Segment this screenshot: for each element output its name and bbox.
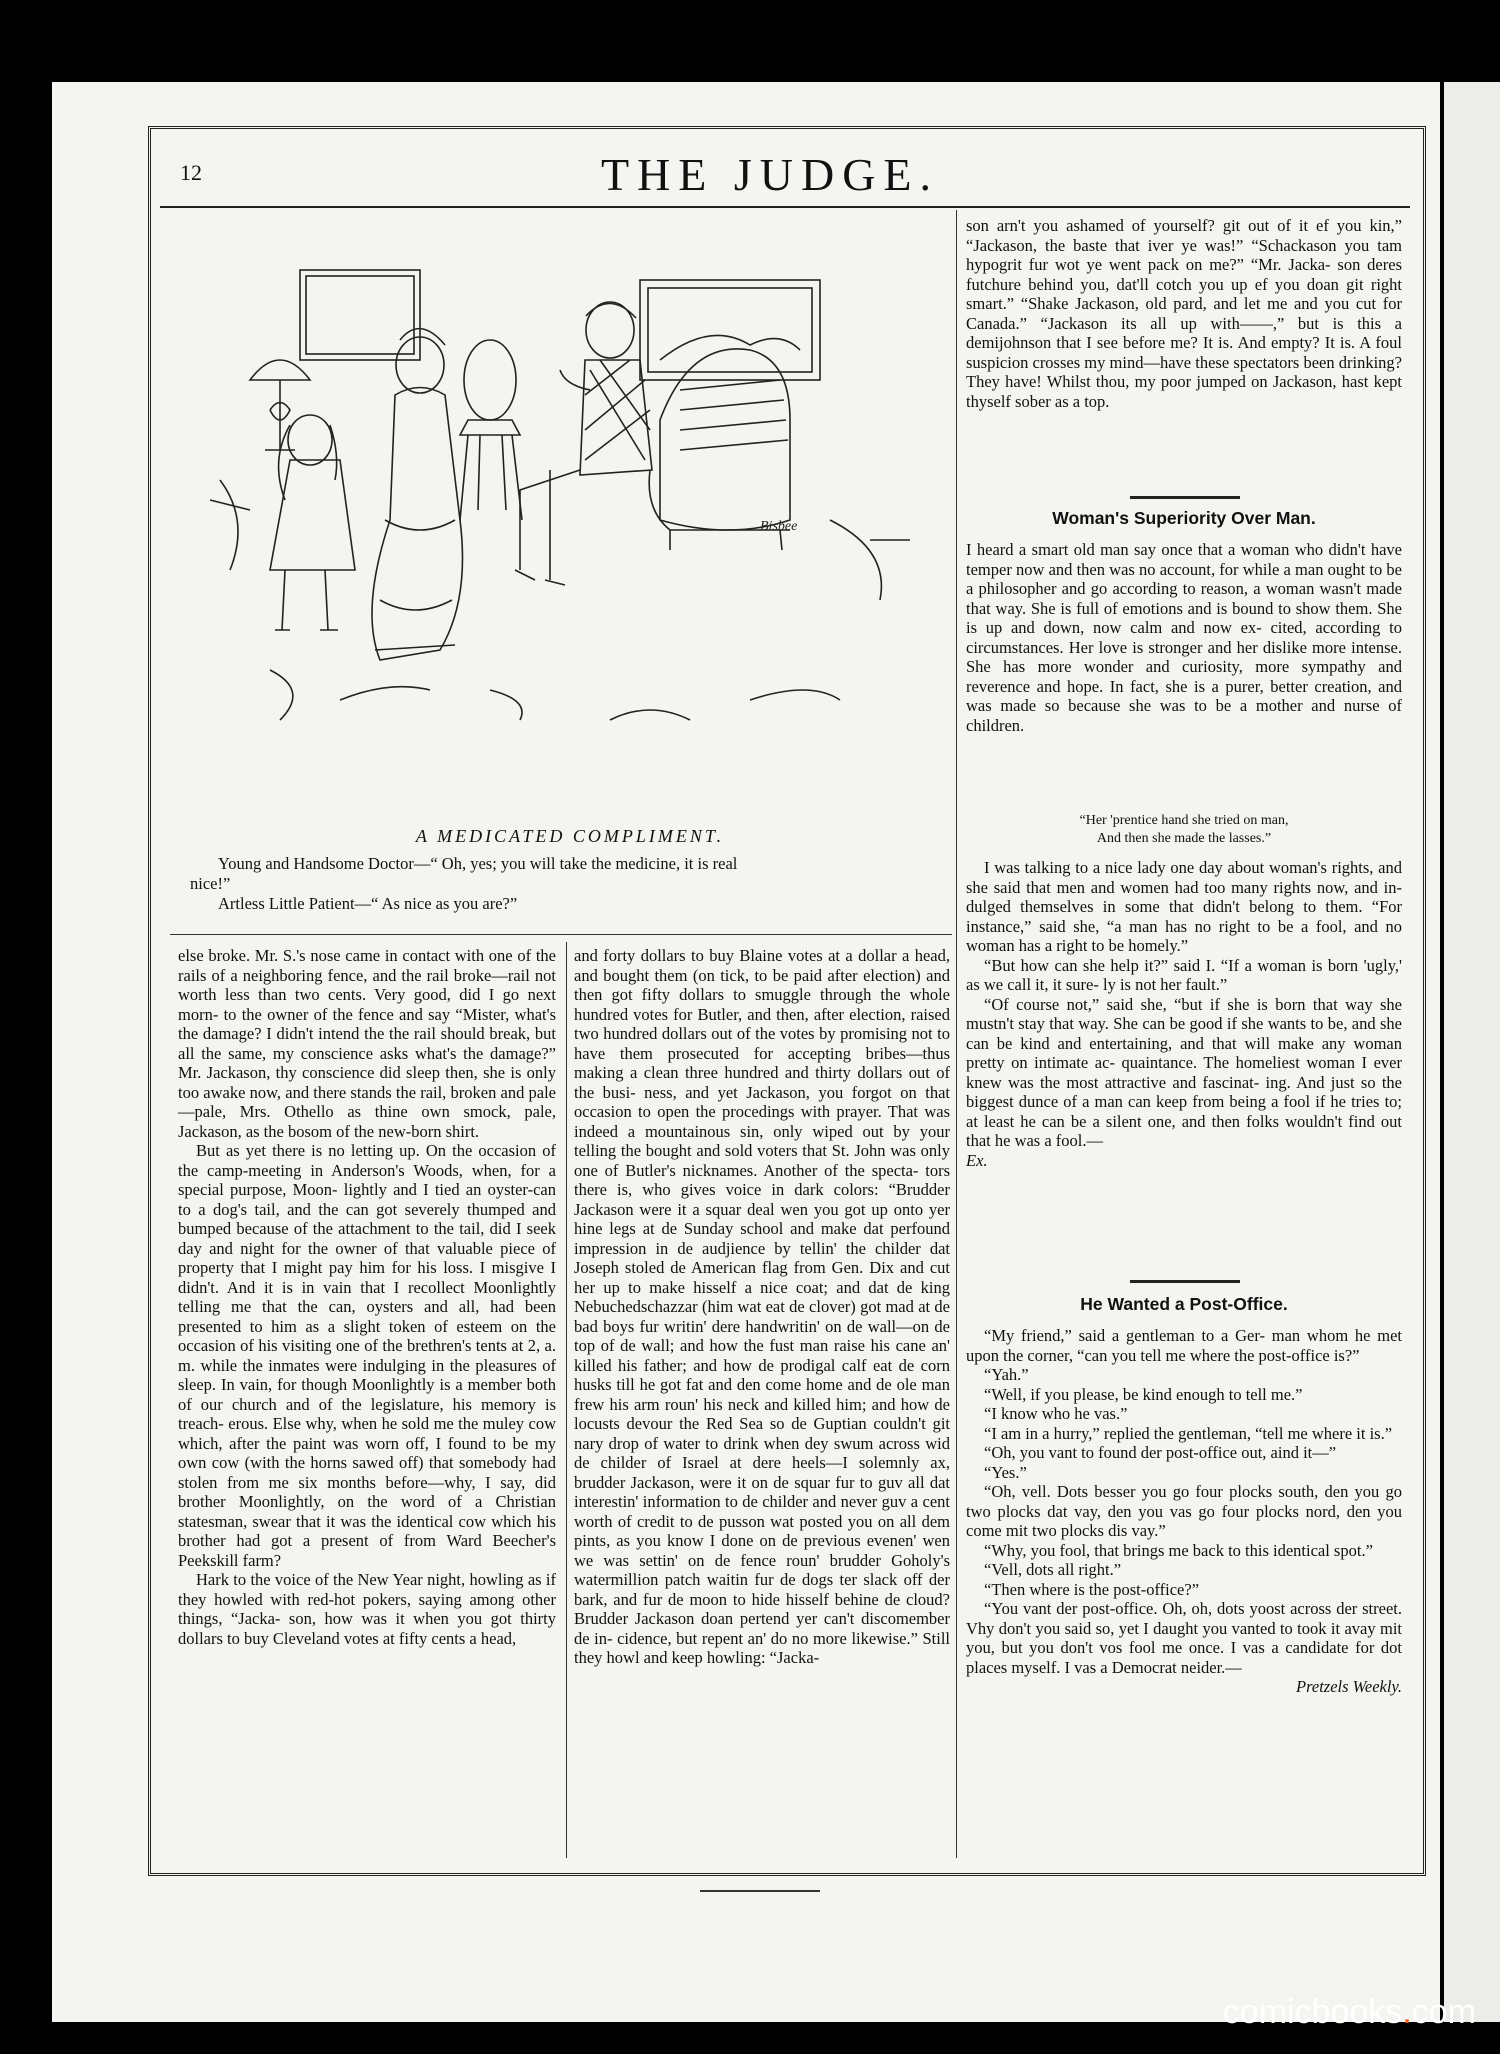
watermark-name: comicbooks	[1222, 1993, 1403, 2031]
section2-paragraph: “Yes.”	[984, 1462, 1027, 1482]
section-womans-superiority-cont	[966, 858, 1402, 1170]
section2-paragraph: “I am in a hurry,” replied the gentleman, “tell me where it is.”	[984, 1423, 1393, 1443]
section2-paragraph: “Well, if you please, be kind enough to tell me.”	[984, 1384, 1303, 1404]
column-divider-right	[956, 210, 957, 1858]
girl-head	[288, 415, 332, 465]
section1-paragraph: I was talking to a nice lady one day about woman's rights, and she said that men and women had too many rights now, and in- dulged themselves in some that didn't belong to them. “For instance,” said she, “a man has no right to be a fool, and no woman has a right to be homely.”	[966, 858, 1402, 955]
section2-paragraph: “Why, you fool, that brings me back to this identical spot.”	[984, 1540, 1373, 1560]
section2-paragraph: “Oh, vell. Dots besser you go four plocks south, den you go two plocks dat vay, den you vas go four plocks nord, den you come mit two plocks dis vay.”	[966, 1482, 1402, 1540]
wall-picture-right	[640, 280, 820, 380]
chair-back	[464, 340, 516, 420]
site-watermark	[1223, 1993, 1476, 2032]
lamp-shade	[250, 360, 310, 380]
column-divider-middle	[566, 942, 567, 1858]
section2-paragraph: “Oh, you vant to found der post-office out, aind it—”	[984, 1443, 1337, 1462]
section2-paragraph: “I know who he vas.”	[984, 1404, 1128, 1423]
illustration-bottom-rule	[170, 934, 952, 935]
heading-womans-superiority: Woman's Superiority Over Man.	[1052, 508, 1316, 528]
masthead-rule	[160, 206, 1410, 208]
section1-paragraph: “Of course not,” said she, “but if she is born that way she mustn't stay that way. She can be good if she wants to be, and she can be kind and entertaining, and that will make any woman pretty on intimate ac- quaintance. The homeliest woman I ever knew was the most attractive and fascinat- ing. And just so the biggest dunce of a man can keep from being a fool if he tries to; at least he can be a silent one, and then folks wouldn't find out that he was a fool.—	[966, 994, 1402, 1150]
doctor-arm	[560, 370, 590, 390]
section2-paragraph: “Vell, dots all right.”	[984, 1560, 1122, 1579]
adjacent-page-edge	[1444, 82, 1500, 2022]
section-divider	[1130, 496, 1240, 499]
section1-paragraph: I heard a smart old man say once that a woman who didn't have temper now and then was no account, for while a man ought to be a philosopher and go according to reason, a woman wasn't made that way. She is full of emotions and is bound to show them. She is up and down, now calm and now ex- cited, according to circumstances. Her love is stronger and her dislike more intense. She has more wonder and curiosity, more sympathy and reverence and hope. In fact, she is a purer, better creation, and was made so because she was to be a mother and nurse of children.	[966, 540, 1402, 735]
doctor-legs	[515, 470, 580, 585]
article-column-2	[574, 946, 950, 1668]
article-column-1	[178, 946, 556, 1648]
page-number: 12	[180, 160, 202, 185]
verse-line-2: And then she made the lasses.”	[1096, 831, 1272, 846]
section1-credit: Ex.	[966, 1150, 988, 1170]
section2-paragraph: “You vant der post-office. Oh, oh, dots yoost across der street. Vhy don't you said so, yet I daught you vanted to took it avay mit you, but you don't vos fool me once. I vas a candidate for dot places myself. I vas a Democrat neider.—	[966, 1599, 1402, 1677]
section2-paragraph: “Then where is the post-office?”	[984, 1579, 1200, 1599]
col1-paragraph: Hark to the voice of the New Year night, howling as if they howled with red-hot pokers, saying among other things, “Jacka- son, how was it when you got thirty dollars to buy Cleveland votes at fifty cents a head,	[178, 1570, 556, 1648]
col3-paragraph: son arn't you ashamed of yourself? git out of it ef you kin,” “Jackason, the baste that iver ye was!” “Schackason you tam hypogrit fur wot ye went pack on me?” “Mr. Jacka- son deres futchure behind you, dat'll cotch you up ef you doan git right smart.” “Shake Jackason, old pard, and let me and you cut for Canada.” “Jackason its all up with——,” but is this a demijohnson that I see before me? It is. And empty? It is. A foul suspicion crosses my mind—have these spectators been drinking? They have! Whilst thou, my poor jumped on Jackason, hast kept thyself sober as a top.	[966, 216, 1402, 411]
col1-paragraph: else broke. Mr. S.'s nose came in contact with one of the rails of a neighboring fence, and the rail broke—rail not worth less than two cents. Very good, did I go next morn- to the owner of the fence and say “Mister, what's the damage? I didn't intend the the rail should break, but all the same, my conscience asks what's the damage?” Mr. Jackason, thy conscience did sleep then, she is only too awake now, and there stands the rail, broken and pale—pale, Mrs. Othello as thine own smock, pale, Jackason, as the bosom of the new-born shirt.	[178, 946, 556, 1141]
article-column-3-continuation	[966, 216, 1402, 411]
caption-patient-line: Artless Little Patient—“ As nice as you are?”	[218, 894, 518, 913]
watermark-dot: .	[1402, 1993, 1412, 2031]
section-divider	[1130, 1280, 1240, 1283]
girl-dress	[270, 460, 355, 570]
section-post-office	[966, 1326, 1402, 1697]
section-womans-superiority	[966, 540, 1402, 735]
section2-credit: Pretzels Weekly.	[1296, 1677, 1402, 1696]
verse-line-1: “Her 'prentice hand she tried on man,	[1079, 813, 1289, 828]
illustration-signature: Bisbee	[760, 519, 798, 534]
section1-paragraph: “But how can she help it?” said I. “If a woman is born 'ugly,' as we call it, it sure- ly is not her fault.”	[966, 955, 1402, 994]
bottom-printer-mark	[700, 1890, 820, 1892]
watermark-tld: com	[1411, 1993, 1476, 2031]
heading-post-office: He Wanted a Post-Office.	[1080, 1294, 1288, 1314]
caption-doctor-line: Young and Handsome Doctor—“ Oh, yes; you will take the medicine, it is real	[218, 854, 738, 873]
section2-paragraph: “My friend,” said a gentleman to a Ger- man whom he met upon the corner, “can you tell me where the post-office is?”	[966, 1326, 1402, 1365]
section2-paragraph: “Yah.”	[984, 1365, 1029, 1384]
caption-doctor-line-end: nice!”	[190, 874, 231, 893]
masthead: THE JUDGE.	[600, 149, 940, 200]
illustration-title: A MEDICATED COMPLIMENT.	[415, 826, 725, 846]
col2-paragraph: and forty dollars to buy Blaine votes at a dollar a head, and bought them (on tick, to be paid after election) and then got fifty dollars to smuggle through the whole hundred votes for Butler, and then, after election, raised two hundred dollars out of the votes by promising not to have them prosecuted for accepting bribes—thus making a clean three hundred and thirty dollars out of the busi- ness, and yet Jackason, you forgot on that occasion to open the procedings with prayer. That was indeed a mountainous sin, only wiped out by your telling the bought and sold voters that St. John was only one of Butler's nicknames. Another of the specta- tors there is, who gives voice in dark colors: “Brudder Jackason were it a squar deal wen you got up onto yer hine legs at de Sunday school and make dat perfound impression in de audjience by tellin' the childer dat Joseph stoled de American flag from Gen. Dix and cut her up to make hisself a nice coat; and dat de king Nebuchedschazzar (him wat eat de clover) got mad at de bad boys fur writin' dere handwritin' on de wall—on de top of de wall; and how the fust man raise his cane an' killed his father; and how de prodigal calf eat de corn husks till he got fat and den come home and de ole man frew his arm roun' his neck and killed him; and how de locusts devour the Red Sea so de Guptian couldn't git nary drop of water to drink when dey swum across wid de childer of Israel at dere heels—I solemnly ax, brudder Jackason, were it on de squar fur to guv all dat interestin' information to de childer and never guv a cent worth of credit to de pusson wat posted you on all dem pints, as you know I done on de previous evenen' wen we was settin' on de fence roun' brudder Goholy's watermillion patch waitin fur de dogs ter slack off der bark, and fur de moon to hide hisself behine de cloud? Brudder Jackason doan pertend yer can't discomember de in- cidence, but repent an' do no more likewise.” Still they howl and keep howling: “Jacka-	[574, 946, 950, 1667]
col1-paragraph: But as yet there is no letting up. On the occasion of the camp-meeting in Anderson's Woods, when, for a special purpose, Moon- lightly and I tied an oyster-can to a dog's tail, and the can got severely thumped and bumped because of the attachment to the tail, did I seek day and night for the owner of that valuable piece of property that I might pay him for his loss. I misgive I didn't. And it is in vain that I recollect Moonlightly telling me that the can, oysters and all, had been presented to him as a slight token of esteem on the occasion of his visiting one of the brethren's tents at 2, a. m. while the inmates were indulging in the pleasures of sleep. In vain, for though Moonlightly is a member both of our church and of the legislature, his memory is treach- erous. Else why, when he sold me the muley cow which, after the paint was worn off, I found to be my own cow (with the horns sawed off) that somebody had stolen from me six months before—why, I say, did brother Moonlightly, on the word of a Christian statesman, swear that it was the identical cow which his brother had got a present of from Ward Beecher's Peekskill farm?	[178, 1141, 556, 1570]
engraving-illustration	[190, 220, 950, 820]
armchair	[660, 349, 790, 530]
